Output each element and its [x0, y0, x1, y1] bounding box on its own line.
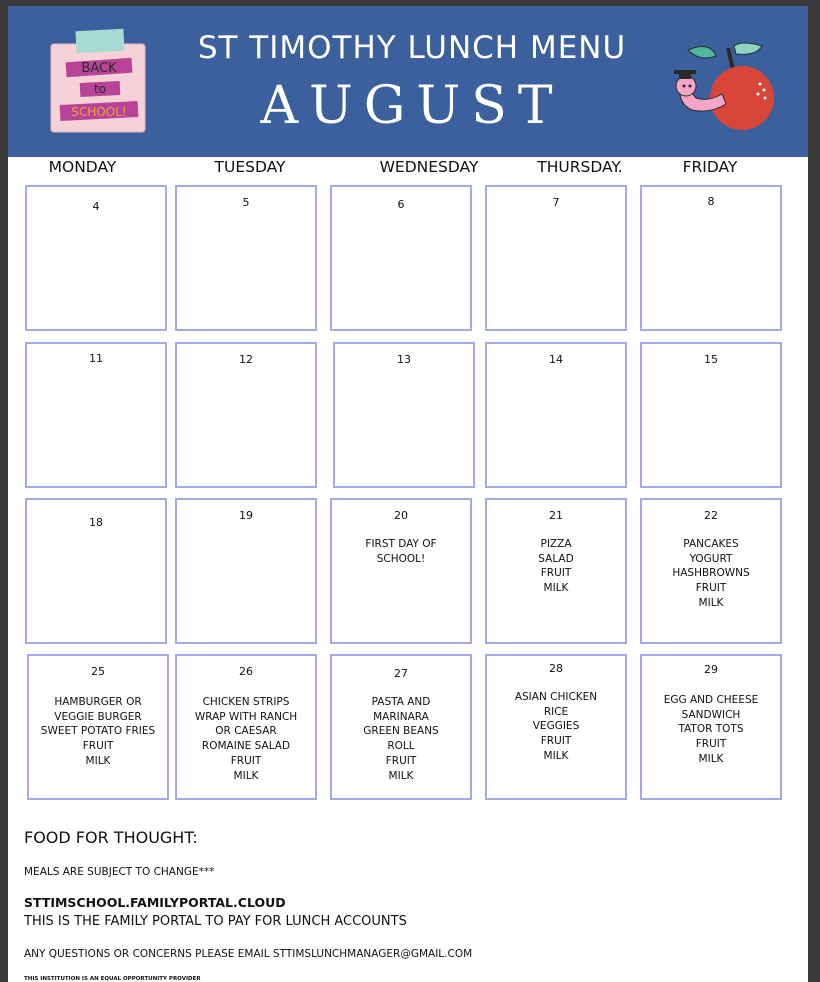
day-cell: [485, 654, 627, 800]
day-number: 25: [91, 665, 105, 678]
family-portal-url: STTIMSCHOOL.FAMILYPORTAL.CLOUD: [24, 895, 286, 910]
menu-items: PASTA AND MARINARA GREEN BEANS ROLL FRUIT MILK: [363, 696, 439, 782]
weekday-thursday: THURSDAY.: [537, 158, 623, 176]
day-cell: [25, 498, 167, 644]
day-cell: [640, 342, 782, 488]
menu-items: FIRST DAY OF SCHOOL!: [365, 538, 437, 565]
menu-items: EGG AND CHEESE SANDWICH TATOR TOTS FRUIT MILK: [663, 694, 759, 765]
day-number: 20: [394, 509, 408, 522]
day-number: 7: [552, 196, 560, 209]
day-cell: [330, 498, 472, 644]
day-number: 27: [394, 667, 408, 680]
day-cell: [27, 654, 169, 800]
day-cell: [640, 185, 782, 331]
day-number: 22: [704, 509, 718, 522]
day-number: 4: [92, 200, 100, 213]
day-number: 6: [397, 198, 405, 211]
day-number: 15: [704, 353, 718, 366]
day-number: 26: [239, 665, 253, 678]
day-cell: [640, 498, 782, 644]
sticker-text-school: SCHOOL!: [71, 105, 127, 119]
day-cell: [485, 498, 627, 644]
month-title: AUGUST: [260, 76, 564, 136]
weekday-tuesday: TUESDAY: [214, 158, 286, 176]
weekday-friday: FRIDAY: [682, 158, 738, 176]
day-number: 8: [707, 195, 715, 208]
day-cell: [640, 654, 782, 800]
day-cell: [485, 185, 627, 331]
day-cell: [330, 185, 472, 331]
day-cell: [485, 342, 627, 488]
day-number: 11: [89, 352, 103, 365]
day-number: 29: [704, 663, 718, 676]
day-cell: [25, 185, 167, 331]
sticker-text-to: to: [93, 82, 107, 96]
menu-items: ASIAN CHICKEN RICE VEGGIES FRUIT MILK: [514, 691, 598, 762]
menu-items: PANCAKES YOGURT HASHBROWNS FRUIT MILK: [672, 538, 750, 609]
day-number: 18: [89, 516, 103, 529]
footer-heading: FOOD FOR THOUGHT:: [24, 828, 198, 847]
header-banner: [8, 6, 808, 157]
menu-items: CHICKEN STRIPS WRAP WITH RANCH OR CAESAR ROMAINE SALAD FRUIT MILK: [194, 696, 298, 782]
day-cell: [175, 498, 317, 644]
day-cell: [175, 654, 317, 800]
day-number: 14: [549, 353, 563, 366]
family-portal-description: THIS IS THE FAMILY PORTAL TO PAY FOR LUNCH ACCOUNTS: [24, 914, 407, 929]
menu-items: HAMBURGER OR VEGGIE BURGER SWEET POTATO FRIES FRUIT MILK: [40, 696, 156, 767]
day-number: 19: [239, 509, 253, 522]
weekday-monday: MONDAY: [48, 158, 117, 176]
equal-opportunity-note: THIS INSTITUTION IS AN EQUAL OPPORTUNITY PROVIDER: [24, 976, 201, 982]
day-number: 13: [397, 353, 411, 366]
day-number: 5: [242, 196, 250, 209]
day-cell: [175, 185, 317, 331]
weekday-wednesday: WEDNESDAY: [379, 158, 479, 176]
page-title: ST TIMOTHY LUNCH MENU: [197, 30, 627, 66]
day-cell: [25, 342, 167, 488]
menu-page: [8, 6, 808, 982]
day-number: 21: [549, 509, 563, 522]
day-cell: [333, 342, 475, 488]
sticker-text-back: BACK: [81, 61, 117, 76]
day-cell: [330, 654, 472, 800]
apple-with-worm-icon: [664, 40, 778, 134]
day-number: 28: [549, 662, 563, 675]
contact-email-note: ANY QUESTIONS OR CONCERNS PLEASE EMAIL STTIMSLUNCHMANAGER@GMAIL.COM: [24, 948, 473, 960]
day-number: 12: [239, 353, 253, 366]
subject-to-change-note: MEALS ARE SUBJECT TO CHANGE***: [24, 866, 215, 878]
day-cell: [175, 342, 317, 488]
menu-items: PIZZA SALAD FRUIT MILK: [538, 538, 574, 595]
